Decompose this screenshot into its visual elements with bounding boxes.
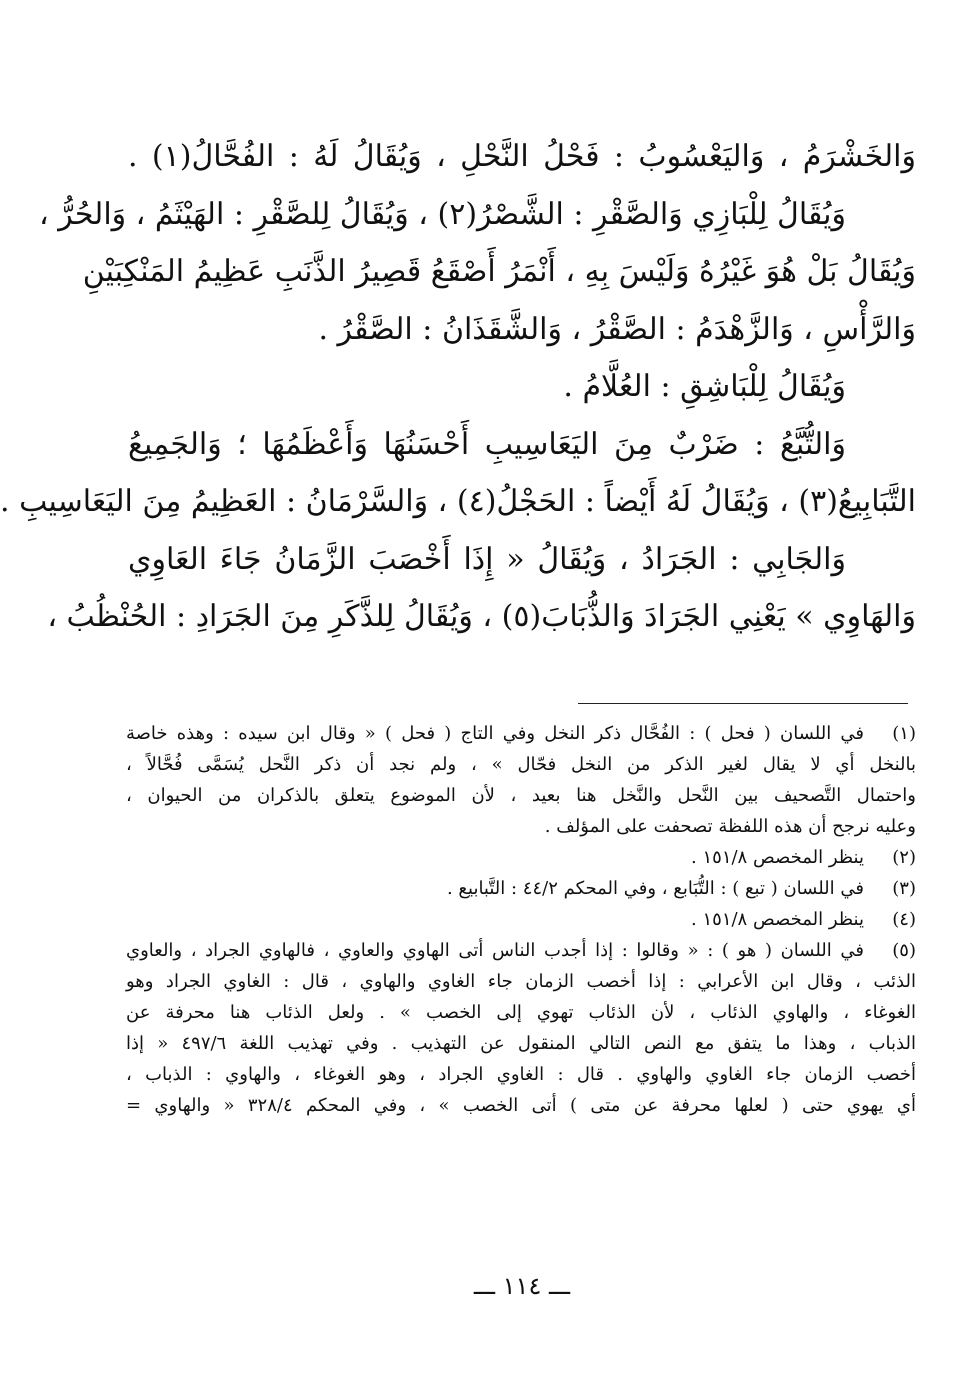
main-line-9: وَالهَاوِي » يَعْنِي الجَرَادَ وَالذُّبَابَ(٥) ، وَيُقَالُ لِلذَّكَرِ مِنَ الجَرَادِ : الحُنْظُبُ ، xyxy=(47,599,916,634)
footnote-5-line-3 xyxy=(126,997,916,1028)
footnote-5-line-1 xyxy=(126,935,916,966)
footnote-text: في اللسان ( هو ) : « وقالوا : إذا أجدب الناس أتى الهاوي والعاوي ، فالهاوي الجراد ، والعاوي xyxy=(126,940,864,961)
footnote-text: وعليه نرجح أن هذه اللفظة تصحفت على المؤلف . xyxy=(544,816,916,837)
main-text xyxy=(0,128,916,646)
footnote-number: (٣) xyxy=(892,878,916,899)
footnote-number: (٢) xyxy=(892,847,916,868)
footnote-3 xyxy=(126,873,916,904)
footnote-5-line-6 xyxy=(126,1090,916,1121)
main-line-2: وَيُقَالُ لِلْبَازِي وَالصَّقْرِ : الشَّصْرُ(٢) ، وَيُقَالُ لِلصَّقْرِ : الهَيْثَمُ ، وَالحُرُّ ، xyxy=(39,196,846,232)
main-line-6: وَالتُّبَّعُ : ضَرْبٌ مِنَ اليَعَاسِيبِ أَحْسَنُهَا وَأَعْظَمُهَا ؛ وَالجَمِيعُ xyxy=(128,426,846,462)
footnote-text: أي يهوي حتى ( لعلها محرفة عن متى ) أتى الخصب » ، وفي المحكم ٣٢٨/٤ « والهاوي = xyxy=(126,1095,917,1116)
footnote-5-line-4 xyxy=(126,1028,916,1059)
footnote-1-line-1 xyxy=(126,718,916,749)
main-line-3: وَيُقَالُ بَلْ هُوَ غَيْرُهُ وَلَيْسَ بِهِ ، أَنْمَرُ أَصْقَعُ قَصِيرُ الذَّنَبِ عَظِيمُ المَنْكِبَيْنِ xyxy=(82,254,916,289)
footnote-text: الغوغاء ، والهاوي الذئاب ، لأن الذئاب تهوي إلى الخصب » . ولعل الذئاب هنا محرفة عن xyxy=(126,1002,916,1023)
footnote-text: ينظر المخصص ١٥١/٨ . xyxy=(691,909,864,930)
footnote-number: (٤) xyxy=(892,909,916,930)
footnote-text: ينظر المخصص ١٥١/٨ . xyxy=(691,847,864,868)
main-line-5: وَيُقَالُ لِلْبَاشِقِ : العُلَّامُ . xyxy=(563,369,846,404)
footnote-number: (١) xyxy=(892,723,916,744)
footnote-5-line-2 xyxy=(126,966,916,997)
footnote-1-line-4 xyxy=(126,811,916,842)
page-number: ـــ ١١٤ ـــ xyxy=(473,1272,571,1300)
footnotes xyxy=(126,718,916,1121)
footnote-divider xyxy=(578,703,908,704)
footnote-text: بالنخل أي لا يقال لغير الذكر من النخل فحّال » ، ولم نجد أن ذكر النَّحل يُسَمَّى فُحَّالاً ، xyxy=(126,754,916,775)
footnote-text: واحتمال التَّصحيف بين النَّحل والنَّخل هنا بعيد ، لأن الموضوع يتعلق بالذكران من الحيوان ، xyxy=(126,785,916,806)
footnote-text: الذئب ، وقال ابن الأعرابي : إذا أخصب الزمان جاء الغاوي والهاوي ، قال : الغاوي الجراد وهو xyxy=(126,971,916,992)
footnote-text: في اللسان ( فحل ) : الفُحَّال ذكر النخل وفي التاج ( فحل ) « وقال ابن سيده : وهذه خاصة xyxy=(126,723,864,744)
main-line-7: التَّبَابِيعُ(٣) ، وَيُقَالُ لَهُ أَيْضاً : الحَجْلُ(٤) ، وَالسَّرْمَانُ : العَظِيمُ مِنَ اليَعَاسِيبِ . xyxy=(0,484,916,519)
footnote-4 xyxy=(126,904,916,935)
footnote-1-line-3 xyxy=(126,780,916,811)
main-line-4: وَالرَّأْسِ ، وَالزَّهْدَمُ : الصَّقْرُ ، وَالشَّقَذَانُ : الصَّقْرُ . xyxy=(318,311,916,347)
footnote-text: في اللسان ( تبع ) : التُّبَابع ، وفي المحكم ٤٤/٢ : التَّبابيع . xyxy=(446,878,864,899)
main-line-8: وَالجَابِي : الجَرَادُ ، وَيُقَالُ « إِذَا أَخْصَبَ الزَّمَانُ جَاءَ العَاوِي xyxy=(128,541,846,577)
footnote-text: الذباب ، وهذا ما يتفق مع النص التالي المنقول عن التهذيب . وفي تهذيب اللغة ٤٩٧/٦ « إذا xyxy=(126,1033,916,1054)
main-line-1: وَالخَشْرَمُ ، وَاليَعْسُوبُ : فَحْلُ النَّحْلِ ، وَيُقَالُ لَهُ : الفُحَّالُ(١) . xyxy=(128,139,916,174)
footnote-text: أخصب الزمان جاء الغاوي والهاوي . قال : الغاوي الجراد ، وهو الغوغاء ، والهاوي : الذباب ، xyxy=(126,1064,916,1085)
footnote-2 xyxy=(126,842,916,873)
footnote-number: (٥) xyxy=(892,940,916,961)
footnote-1-line-2 xyxy=(126,749,916,780)
footnote-5-line-5 xyxy=(126,1059,916,1090)
